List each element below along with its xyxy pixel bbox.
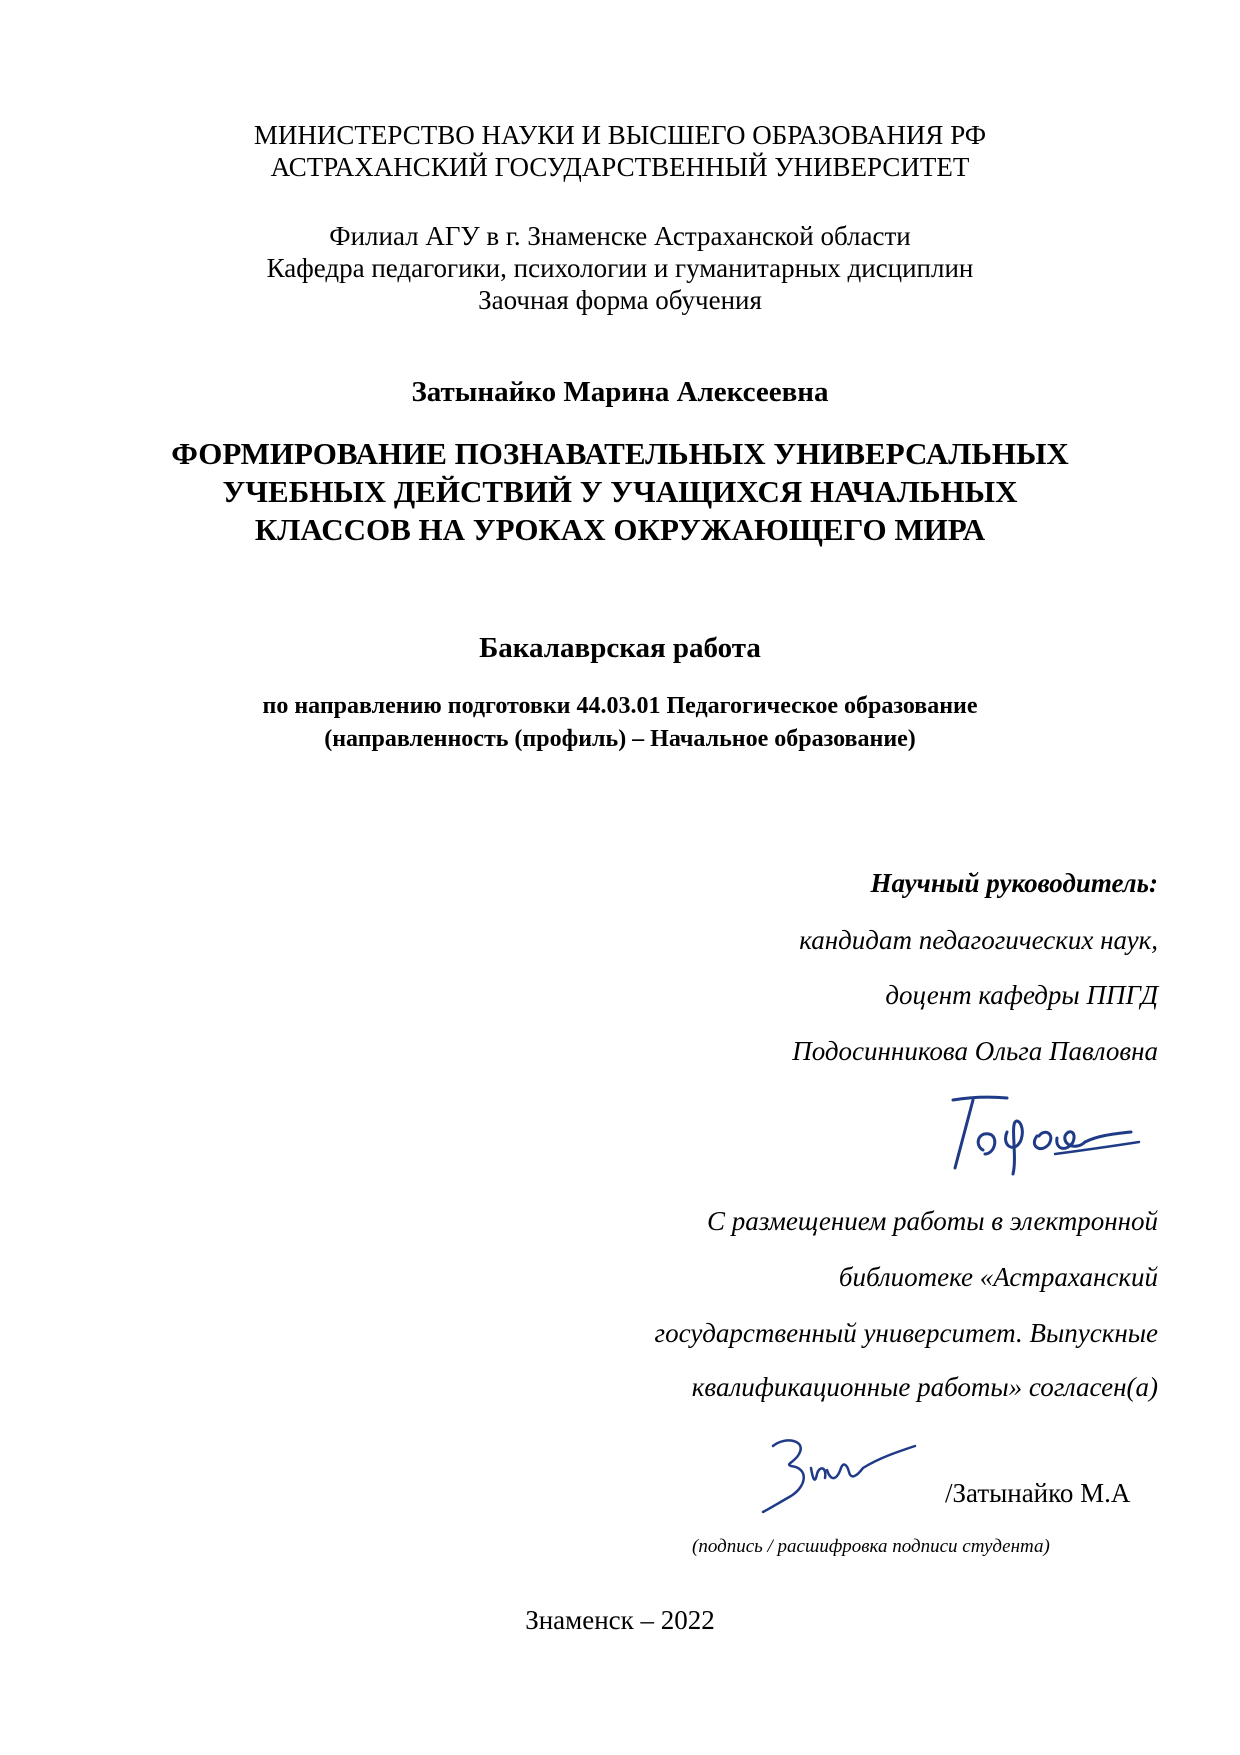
study-form-line: Заочная форма обучения: [478, 285, 762, 315]
consent-line-2: библиотеке «Астраханский: [838, 1262, 1158, 1292]
work-title-line-3: КЛАССОВ НА УРОКАХ ОКРУЖАЮЩЕГО МИРА: [254, 512, 986, 547]
supervisor-name: Подосинникова Ольга Павловна: [792, 1036, 1158, 1066]
supervisor-position: доцент кафедры ППГД: [885, 980, 1158, 1010]
signature-caption: (подпись / расшифровка подписи студента): [692, 1536, 1050, 1557]
work-title-line-2: УЧЕБНЫХ ДЕЙСТВИЙ У УЧАЩИХСЯ НАЧАЛЬНЫХ: [222, 474, 1018, 509]
consent-line-1: С размещением работы в электронной: [706, 1206, 1158, 1236]
work-title-line-1: ФОРМИРОВАНИЕ ПОЗНАВАТЕЛЬНЫХ УНИВЕРСАЛЬНЫХ: [171, 436, 1069, 471]
university-line: АСТРАХАНСКИЙ ГОСУДАРСТВЕННЫЙ УНИВЕРСИТЕТ: [270, 152, 970, 182]
branch-line: Филиал АГУ в г. Знаменске Астраханской области: [329, 221, 911, 251]
supervisor-degree: кандидат педагогических наук,: [799, 925, 1158, 955]
direction-line-2: (направленность (профиль) – Начальное образование): [324, 726, 916, 752]
consent-line-4: квалификационные работы» согласен(а): [691, 1372, 1158, 1402]
department-line: Кафедра педагогики, психологии и гуманитарных дисциплин: [266, 253, 974, 283]
supervisor-heading: Научный руководитель:: [870, 868, 1158, 898]
consent-line-3: государственный университет. Выпускные: [654, 1318, 1158, 1348]
student-signature: [755, 1428, 925, 1518]
direction-line-1: по направлению подготовки 44.03.01 Педагогическое образование: [262, 693, 978, 719]
city-year: Знаменск – 2022: [525, 1605, 715, 1635]
author-name: Затынайко Марина Алексеевна: [411, 376, 829, 408]
supervisor-signature: [935, 1088, 1145, 1178]
work-type: Бакалаврская работа: [479, 632, 761, 664]
ministry-line: МИНИСТЕРСТВО НАУКИ И ВЫСШЕГО ОБРАЗОВАНИЯ РФ: [253, 120, 987, 150]
student-signature-name: /Затынайко М.А: [945, 1478, 1131, 1508]
